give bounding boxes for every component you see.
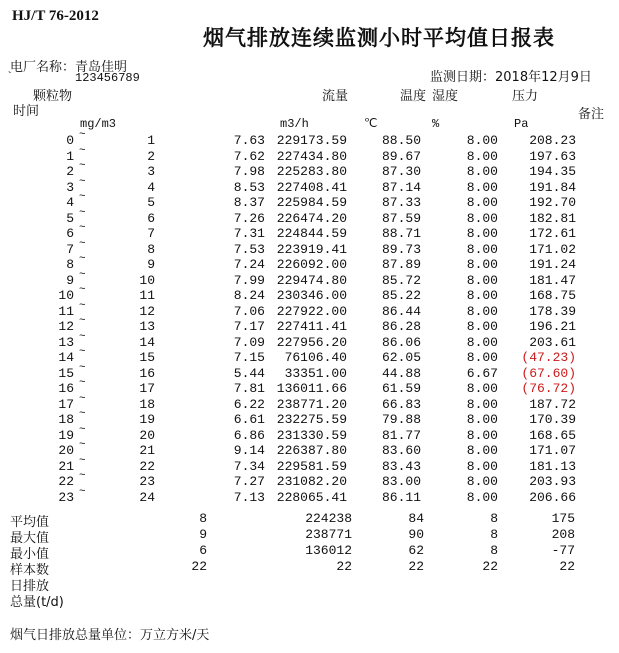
table-row bbox=[0, 361, 619, 382]
summary-row bbox=[0, 511, 619, 530]
temp-value: 89.73 bbox=[381, 241, 421, 257]
summary-humidity: 8 bbox=[490, 511, 498, 526]
summary-row bbox=[0, 559, 619, 578]
hour-end: 9 bbox=[147, 257, 155, 272]
pressure-value: 182.81 bbox=[529, 210, 576, 226]
temp-value: 85.22 bbox=[381, 288, 421, 303]
standard-code: HJ/T 76-2012 bbox=[12, 8, 99, 24]
pm-value: 7.99 bbox=[233, 272, 265, 288]
humidity-value: 8.00 bbox=[466, 350, 498, 365]
humidity-value: 8.00 bbox=[466, 443, 498, 458]
temp-value: 88.50 bbox=[381, 133, 421, 148]
flow-value: 76106.40 bbox=[284, 350, 347, 365]
temp-value: 89.67 bbox=[381, 148, 421, 164]
flow-value: 227408.41 bbox=[276, 179, 347, 195]
table-row bbox=[0, 160, 619, 180]
monitor-date-value: 2018年12月9日 bbox=[495, 70, 592, 85]
humidity-value: 6.67 bbox=[466, 365, 498, 381]
range-tilde: ~ bbox=[79, 423, 86, 436]
range-tilde: ~ bbox=[79, 268, 86, 281]
pressure-value: 206.66 bbox=[529, 489, 576, 505]
monitor-date-line bbox=[430, 66, 592, 85]
flow-value: 226092.00 bbox=[276, 257, 347, 272]
table-row bbox=[0, 454, 619, 475]
hour-end: 3 bbox=[147, 164, 155, 179]
temp-value: 85.72 bbox=[381, 272, 421, 288]
flow-value: 238771.20 bbox=[276, 396, 347, 412]
temp-value: 86.44 bbox=[381, 303, 421, 319]
range-tilde: ~ bbox=[79, 284, 86, 296]
hour-end: 13 bbox=[139, 319, 155, 334]
flow-value: 226387.80 bbox=[276, 443, 347, 458]
table-row bbox=[0, 315, 619, 335]
temp-value: 87.30 bbox=[381, 164, 421, 179]
range-tilde: ~ bbox=[79, 160, 86, 172]
pressure-value: 191.24 bbox=[529, 257, 576, 272]
pressure-value: 181.47 bbox=[529, 272, 576, 288]
summary-flow: 136012 bbox=[305, 543, 352, 558]
hour-start: 21 bbox=[58, 458, 74, 474]
range-tilde: ~ bbox=[79, 454, 86, 467]
unit-humidity: % bbox=[432, 117, 440, 131]
hour-end: 5 bbox=[147, 195, 155, 210]
summary-label: 最小值 bbox=[10, 547, 50, 562]
pressure-value: 171.02 bbox=[529, 241, 576, 257]
hour-end: 23 bbox=[139, 474, 155, 489]
unit-temp: ℃ bbox=[364, 117, 378, 131]
pm-value: 6.22 bbox=[233, 396, 265, 412]
pressure-value: 187.72 bbox=[529, 396, 576, 412]
hour-start: 1 bbox=[66, 148, 74, 164]
hour-start: 16 bbox=[58, 381, 74, 396]
pressure-value: (76.72) bbox=[521, 381, 576, 396]
range-tilde: ~ bbox=[79, 485, 86, 498]
summary-pressure: 22 bbox=[559, 559, 575, 574]
hour-end: 18 bbox=[139, 396, 155, 412]
hour-end: 6 bbox=[147, 210, 155, 226]
hour-start: 15 bbox=[58, 365, 74, 381]
temp-value: 86.28 bbox=[381, 319, 421, 334]
pressure-value: 197.63 bbox=[529, 148, 576, 164]
humidity-value: 8.00 bbox=[466, 272, 498, 288]
humidity-value: 8.00 bbox=[466, 303, 498, 319]
unit-pressure: Pa bbox=[514, 117, 529, 131]
pressure-value: 194.35 bbox=[529, 164, 576, 179]
summary-pressure: 208 bbox=[551, 527, 575, 542]
hour-end: 16 bbox=[139, 365, 155, 381]
flow-value: 230346.00 bbox=[276, 288, 347, 303]
page-title: 烟气排放连续监测小时平均值日报表 bbox=[203, 26, 555, 50]
range-tilde: ~ bbox=[79, 144, 86, 157]
hour-start: 23 bbox=[58, 489, 74, 505]
hourly-table-body bbox=[0, 129, 619, 505]
temp-value: 87.14 bbox=[381, 179, 421, 195]
flow-value: 229173.59 bbox=[276, 133, 347, 148]
col-header-humidity: 湿度 bbox=[432, 89, 459, 104]
hour-end: 4 bbox=[147, 179, 155, 195]
humidity-value: 8.00 bbox=[466, 474, 498, 489]
pressure-value: 172.61 bbox=[529, 226, 576, 241]
footer-note: 烟气日排放总量单位：万立方米/天 bbox=[10, 628, 210, 643]
table-row bbox=[0, 206, 619, 227]
flow-value: 231082.20 bbox=[276, 474, 347, 489]
hour-end: 1 bbox=[147, 133, 155, 148]
temp-value: 86.06 bbox=[381, 334, 421, 350]
flow-value: 227922.00 bbox=[276, 303, 347, 319]
hour-start: 8 bbox=[66, 257, 74, 272]
hour-start: 12 bbox=[58, 319, 74, 334]
humidity-value: 8.00 bbox=[466, 458, 498, 474]
humidity-value: 8.00 bbox=[466, 133, 498, 148]
table-row bbox=[0, 144, 619, 165]
table-row bbox=[0, 392, 619, 413]
hour-start: 11 bbox=[58, 303, 74, 319]
tick-mark: ` bbox=[6, 70, 14, 84]
unit-flow: m3/h bbox=[280, 117, 309, 131]
table-row bbox=[0, 284, 619, 304]
pm-value: 8.24 bbox=[233, 288, 265, 303]
flow-value: 227956.20 bbox=[276, 334, 347, 350]
range-tilde: ~ bbox=[79, 191, 86, 203]
pressure-value: 170.39 bbox=[529, 412, 576, 427]
daily-emission-label-line1: 日排放 bbox=[10, 579, 50, 594]
hour-end: 14 bbox=[139, 334, 155, 350]
hour-end: 12 bbox=[139, 303, 155, 319]
range-tilde: ~ bbox=[79, 470, 86, 482]
pm-value: 7.24 bbox=[233, 257, 265, 272]
humidity-value: 8.00 bbox=[466, 210, 498, 226]
table-row bbox=[0, 330, 619, 351]
summary-humidity: 8 bbox=[490, 527, 498, 542]
flow-value: 227434.80 bbox=[276, 148, 347, 164]
temp-value: 66.83 bbox=[381, 396, 421, 412]
pressure-value: 181.13 bbox=[529, 458, 576, 474]
table-row bbox=[0, 299, 619, 320]
summary-pressure: 175 bbox=[551, 511, 575, 526]
humidity-value: 8.00 bbox=[466, 396, 498, 412]
flow-value: 229581.59 bbox=[276, 458, 347, 474]
range-tilde: ~ bbox=[79, 377, 86, 389]
humidity-value: 8.00 bbox=[466, 427, 498, 443]
humidity-value: 8.00 bbox=[466, 164, 498, 179]
range-tilde: ~ bbox=[79, 129, 86, 141]
temp-value: 83.43 bbox=[381, 458, 421, 474]
summary-temp: 22 bbox=[408, 559, 424, 574]
range-tilde: ~ bbox=[79, 315, 86, 327]
plant-name-label: 电厂名称： bbox=[10, 60, 76, 75]
pressure-value: (47.23) bbox=[521, 350, 576, 365]
pressure-value: 168.65 bbox=[529, 427, 576, 443]
humidity-value: 8.00 bbox=[466, 148, 498, 164]
pm-value: 7.26 bbox=[233, 210, 265, 226]
pm-value: 8.37 bbox=[233, 195, 265, 210]
humidity-value: 8.00 bbox=[466, 319, 498, 334]
daily-emission-label-line2: 总量(t/d) bbox=[10, 595, 64, 610]
summary-flow: 22 bbox=[336, 559, 352, 574]
summary-label: 样本数 bbox=[10, 563, 50, 578]
flow-value: 228065.41 bbox=[276, 489, 347, 505]
table-row bbox=[0, 485, 619, 506]
table-row bbox=[0, 222, 619, 242]
range-tilde: ~ bbox=[79, 237, 86, 250]
hour-end: 17 bbox=[139, 381, 155, 396]
table-row bbox=[0, 423, 619, 444]
flow-value: 231330.59 bbox=[276, 427, 347, 443]
hour-start: 7 bbox=[66, 241, 74, 257]
humidity-value: 8.00 bbox=[466, 381, 498, 396]
summary-humidity: 22 bbox=[482, 559, 498, 574]
humidity-value: 8.00 bbox=[466, 226, 498, 241]
hour-end: 21 bbox=[139, 443, 155, 458]
monitor-date-label: 监测日期： bbox=[430, 70, 496, 85]
humidity-value: 8.00 bbox=[466, 257, 498, 272]
pm-value: 6.86 bbox=[233, 427, 265, 443]
plant-name-value: 青岛佳明 bbox=[75, 60, 128, 75]
pm-value: 7.15 bbox=[233, 350, 265, 365]
pressure-value: (67.60) bbox=[521, 365, 576, 381]
table-row bbox=[0, 191, 619, 211]
humidity-value: 8.00 bbox=[466, 195, 498, 210]
pressure-value: 191.84 bbox=[529, 179, 576, 195]
table-row bbox=[0, 470, 619, 490]
col-header-flow: 流量 bbox=[322, 89, 349, 104]
pm-value: 7.06 bbox=[233, 303, 265, 319]
pressure-value: 196.21 bbox=[529, 319, 576, 334]
flow-value: 224844.59 bbox=[276, 226, 347, 241]
pressure-value: 168.75 bbox=[529, 288, 576, 303]
summary-table bbox=[0, 511, 619, 578]
hour-start: 17 bbox=[58, 396, 74, 412]
pm-value: 7.98 bbox=[233, 164, 265, 179]
pressure-value: 192.70 bbox=[529, 195, 576, 210]
col-header-pm: 颗粒物 bbox=[33, 89, 73, 104]
humidity-value: 8.00 bbox=[466, 334, 498, 350]
pressure-value: 208.23 bbox=[529, 133, 576, 148]
range-tilde: ~ bbox=[79, 206, 86, 219]
pm-value: 7.53 bbox=[233, 241, 265, 257]
table-row bbox=[0, 175, 619, 196]
temp-value: 87.59 bbox=[381, 210, 421, 226]
pm-value: 7.17 bbox=[233, 319, 265, 334]
humidity-value: 8.00 bbox=[466, 288, 498, 303]
hour-start: 22 bbox=[58, 474, 74, 489]
flow-value: 229474.80 bbox=[276, 272, 347, 288]
summary-temp: 84 bbox=[408, 511, 424, 526]
temp-value: 44.88 bbox=[381, 365, 421, 381]
hour-start: 18 bbox=[58, 412, 74, 427]
range-tilde: ~ bbox=[79, 392, 86, 405]
hour-start: 14 bbox=[58, 350, 74, 365]
temp-value: 62.05 bbox=[381, 350, 421, 365]
flow-value: 33351.00 bbox=[284, 365, 347, 381]
pm-value: 7.09 bbox=[233, 334, 265, 350]
temp-value: 61.59 bbox=[381, 381, 421, 396]
pm-value: 8.53 bbox=[233, 179, 265, 195]
table-row bbox=[0, 237, 619, 258]
pm-value: 7.27 bbox=[233, 474, 265, 489]
table-row bbox=[0, 377, 619, 397]
hour-start: 9 bbox=[66, 272, 74, 288]
summary-flow: 238771 bbox=[305, 527, 352, 542]
hour-end: 22 bbox=[139, 458, 155, 474]
summary-temp: 62 bbox=[408, 543, 424, 558]
summary-row bbox=[0, 543, 619, 562]
summary-pressure: -77 bbox=[551, 543, 575, 558]
humidity-value: 8.00 bbox=[466, 489, 498, 505]
table-row bbox=[0, 253, 619, 273]
pm-value: 6.61 bbox=[233, 412, 265, 427]
hour-end: 11 bbox=[139, 288, 155, 303]
range-tilde: ~ bbox=[79, 346, 86, 358]
hour-start: 6 bbox=[66, 226, 74, 241]
humidity-value: 8.00 bbox=[466, 241, 498, 257]
flow-value: 223919.41 bbox=[276, 241, 347, 257]
summary-row bbox=[0, 527, 619, 546]
pressure-value: 203.93 bbox=[529, 474, 576, 489]
pm-value: 7.81 bbox=[233, 381, 265, 396]
hour-end: 20 bbox=[139, 427, 155, 443]
temp-value: 87.89 bbox=[381, 257, 421, 272]
pm-value: 9.14 bbox=[233, 443, 265, 458]
summary-pm: 22 bbox=[191, 559, 207, 574]
hour-start: 2 bbox=[66, 164, 74, 179]
col-header-time: 时间 bbox=[13, 104, 40, 119]
pm-value: 7.34 bbox=[233, 458, 265, 474]
range-tilde: ~ bbox=[79, 408, 86, 420]
temp-value: 83.60 bbox=[381, 443, 421, 458]
humidity-value: 8.00 bbox=[466, 179, 498, 195]
temp-value: 86.11 bbox=[381, 489, 421, 505]
hour-end: 19 bbox=[139, 412, 155, 427]
range-tilde: ~ bbox=[79, 222, 86, 234]
hour-end: 7 bbox=[147, 226, 155, 241]
col-header-temp: 温度 bbox=[400, 89, 427, 104]
hour-start: 10 bbox=[58, 288, 74, 303]
table-row bbox=[0, 346, 619, 366]
summary-label: 平均值 bbox=[10, 515, 50, 530]
hour-start: 4 bbox=[66, 195, 74, 210]
hour-start: 20 bbox=[58, 443, 74, 458]
summary-humidity: 8 bbox=[490, 543, 498, 558]
plant-code: 123456789 bbox=[75, 71, 140, 85]
pressure-value: 203.61 bbox=[529, 334, 576, 350]
col-header-remark: 备注 bbox=[578, 107, 605, 122]
table-row bbox=[0, 268, 619, 289]
summary-pm: 9 bbox=[199, 527, 207, 542]
hour-end: 8 bbox=[147, 241, 155, 257]
unit-pm: mg/m3 bbox=[80, 117, 117, 131]
flow-value: 136011.66 bbox=[276, 381, 347, 396]
range-tilde: ~ bbox=[79, 175, 86, 188]
hour-start: 0 bbox=[66, 133, 74, 148]
temp-value: 83.00 bbox=[381, 474, 421, 489]
pressure-value: 171.07 bbox=[529, 443, 576, 458]
temp-value: 87.33 bbox=[381, 195, 421, 210]
temp-value: 81.77 bbox=[381, 427, 421, 443]
flow-value: 227411.41 bbox=[276, 319, 347, 334]
flow-value: 225283.80 bbox=[276, 164, 347, 179]
table-row bbox=[0, 408, 619, 428]
flow-value: 225984.59 bbox=[276, 195, 347, 210]
table-row bbox=[0, 439, 619, 459]
summary-label: 最大值 bbox=[10, 531, 50, 546]
hour-end: 10 bbox=[139, 272, 155, 288]
hour-end: 24 bbox=[139, 489, 155, 505]
table-row bbox=[0, 129, 619, 149]
pm-value: 7.13 bbox=[233, 489, 265, 505]
pm-value: 7.31 bbox=[233, 226, 265, 241]
pm-value: 7.63 bbox=[233, 133, 265, 148]
summary-pm: 6 bbox=[199, 543, 207, 558]
hour-end: 15 bbox=[139, 350, 155, 365]
humidity-value: 8.00 bbox=[466, 412, 498, 427]
pressure-value: 178.39 bbox=[529, 303, 576, 319]
temp-value: 79.88 bbox=[381, 412, 421, 427]
col-header-pressure: 压力 bbox=[512, 89, 539, 104]
range-tilde: ~ bbox=[79, 330, 86, 343]
summary-flow: 224238 bbox=[305, 511, 352, 526]
pm-value: 5.44 bbox=[233, 365, 265, 381]
hour-start: 3 bbox=[66, 179, 74, 195]
hour-start: 13 bbox=[58, 334, 74, 350]
pm-value: 7.62 bbox=[233, 148, 265, 164]
flow-value: 232275.59 bbox=[276, 412, 347, 427]
summary-temp: 90 bbox=[408, 527, 424, 542]
range-tilde: ~ bbox=[79, 253, 86, 265]
range-tilde: ~ bbox=[79, 361, 86, 374]
hour-start: 5 bbox=[66, 210, 74, 226]
flow-value: 226474.20 bbox=[276, 210, 347, 226]
range-tilde: ~ bbox=[79, 299, 86, 312]
hour-start: 19 bbox=[58, 427, 74, 443]
range-tilde: ~ bbox=[79, 439, 86, 451]
temp-value: 88.71 bbox=[381, 226, 421, 241]
summary-pm: 8 bbox=[199, 511, 207, 526]
hour-end: 2 bbox=[147, 148, 155, 164]
